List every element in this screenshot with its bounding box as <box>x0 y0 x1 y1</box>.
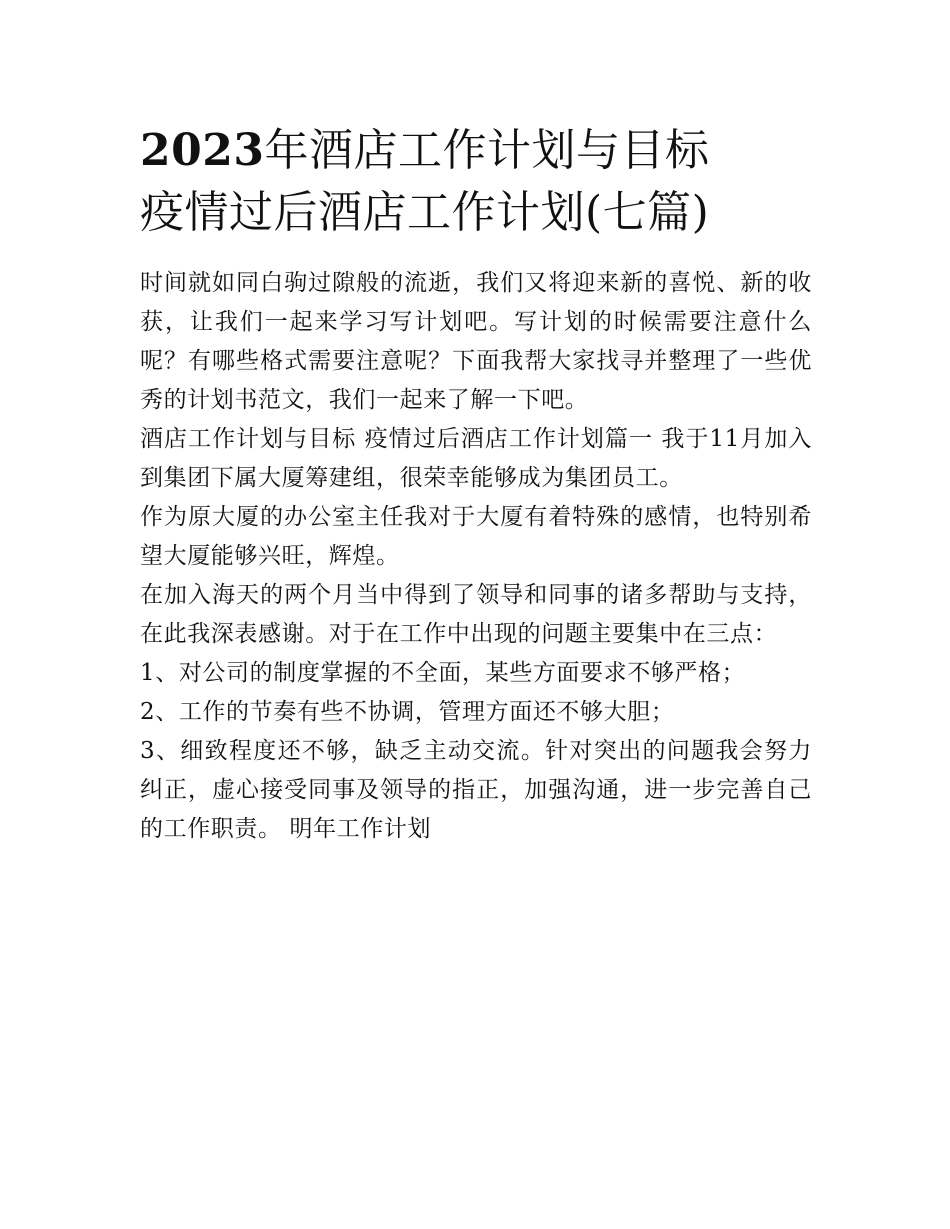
list-item-1: 1、对公司的制度掌握的不全面，某些方面要求不够严格； <box>140 660 746 686</box>
title-line-1-text: 年酒店工作计划与目标 <box>264 125 710 176</box>
paragraph-intro: 时间就如同白驹过隙般的流逝，我们又将迎来新的喜悦、新的收获，让我们一起来学习写计划吧。写计划的时候需要注意什么呢？有哪些格式需要注意呢？下面我帮大家找寻并整理了一些优秀的计划书范文，我们一起来了解一下吧。 <box>140 270 812 413</box>
paragraph-chapter-one: 酒店工作计划与目标 疫情过后酒店工作计划篇一 我于11月加入到集团下属大厦筹建组，很荣幸能够成为集团员工。 <box>140 426 812 491</box>
paragraph-office-director: 作为原大厦的办公室主任我对于大厦有着特殊的感情，也特别希望大厦能够兴旺，辉煌。 <box>140 504 812 569</box>
title-line-1 <box>140 120 812 182</box>
title-year: 2023 <box>140 125 265 176</box>
document-page <box>140 120 812 849</box>
title-line-2: 疫情过后酒店工作计划(七篇) <box>140 187 710 238</box>
list-item-3: 3、细致程度还不够，缺乏主动交流。针对突出的问题我会努力纠正，虚心接受同事及领导的指正，加强沟通，进一步完善自己的工作职责。 明年工作计划 <box>140 738 812 842</box>
document-title <box>140 120 812 244</box>
document-body <box>140 264 812 849</box>
list-item-2: 2、工作的节奏有些不协调，管理方面还不够大胆； <box>140 699 675 725</box>
paragraph-thanks: 在加入海天的两个月当中得到了领导和同事的诸多帮助与支持，在此我深表感谢。对于在工作中出现的问题主要集中在三点： <box>140 582 812 647</box>
